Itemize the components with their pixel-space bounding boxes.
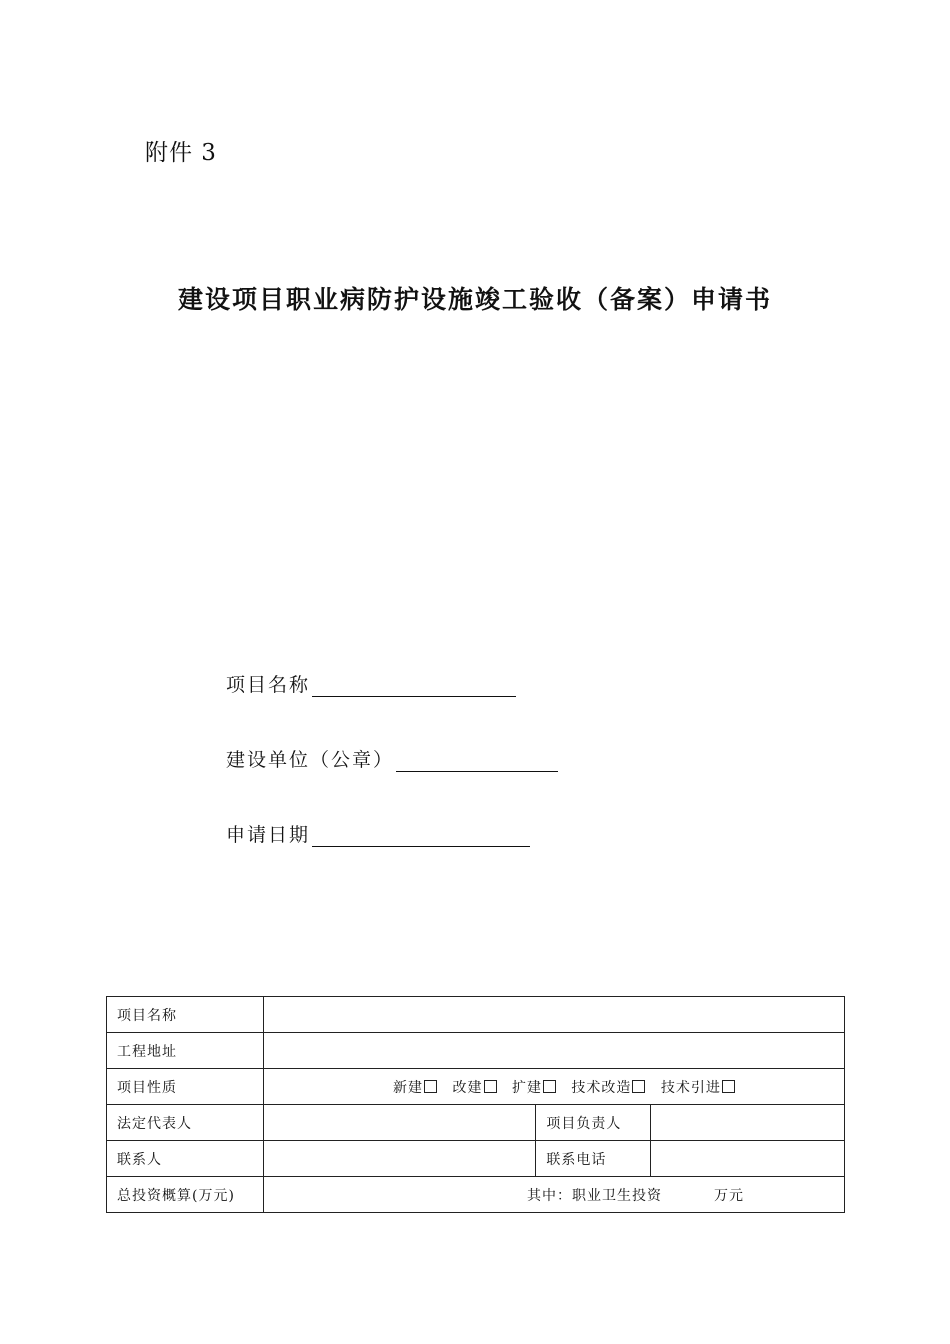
project-manager-label: 项目负责人 bbox=[536, 1105, 651, 1141]
project-nature-options bbox=[263, 1069, 844, 1105]
health-investment-unit: 万元 bbox=[714, 1187, 744, 1204]
checkbox[interactable] bbox=[632, 1080, 645, 1093]
table-row bbox=[107, 997, 845, 1033]
checkbox[interactable] bbox=[484, 1080, 497, 1093]
project-name-label: 项目名称 bbox=[226, 674, 311, 696]
table-row bbox=[107, 1105, 845, 1141]
project-address-label: 工程地址 bbox=[107, 1033, 264, 1069]
contact-value[interactable] bbox=[263, 1141, 535, 1177]
project-name-cell-value[interactable] bbox=[263, 997, 844, 1033]
project-nature-label: 项目性质 bbox=[107, 1069, 264, 1105]
legal-rep-value[interactable] bbox=[263, 1105, 535, 1141]
table-row bbox=[107, 1177, 845, 1213]
contact-phone-value[interactable] bbox=[651, 1141, 845, 1177]
option-tech-upgrade[interactable]: 技术改造 bbox=[571, 1080, 645, 1096]
checkbox[interactable] bbox=[722, 1080, 735, 1093]
cover-field-apply-date bbox=[226, 820, 530, 847]
project-manager-value[interactable] bbox=[651, 1105, 845, 1141]
project-address-value[interactable] bbox=[263, 1033, 844, 1069]
cover-field-builder-unit bbox=[226, 745, 558, 772]
checkbox[interactable] bbox=[543, 1080, 556, 1093]
option-new[interactable]: 新建 bbox=[393, 1080, 437, 1096]
apply-date-blank[interactable] bbox=[312, 826, 530, 847]
option-expand[interactable]: 扩建 bbox=[512, 1080, 556, 1096]
legal-rep-label: 法定代表人 bbox=[107, 1105, 264, 1141]
project-info-table bbox=[106, 996, 845, 1213]
contact-label: 联系人 bbox=[107, 1141, 264, 1177]
document-title: 建设项目职业病防护设施竣工验收（备案）申请书 bbox=[177, 285, 772, 314]
checkbox[interactable] bbox=[424, 1080, 437, 1093]
apply-date-label: 申请日期 bbox=[226, 824, 311, 846]
table-row bbox=[107, 1141, 845, 1177]
project-name-blank[interactable] bbox=[312, 676, 516, 697]
table-row bbox=[107, 1069, 845, 1105]
total-investment-label: 总投资概算(万元) bbox=[107, 1177, 264, 1213]
attachment-label: 附件 3 bbox=[145, 140, 217, 166]
option-rebuild[interactable]: 改建 bbox=[453, 1080, 497, 1096]
health-investment-cell[interactable] bbox=[263, 1177, 844, 1213]
cover-field-project-name bbox=[226, 670, 516, 697]
project-name-cell-label: 项目名称 bbox=[107, 997, 264, 1033]
builder-unit-label: 建设单位（公章） bbox=[226, 749, 395, 771]
option-tech-import[interactable]: 技术引进 bbox=[661, 1080, 735, 1096]
builder-unit-blank[interactable] bbox=[396, 751, 558, 772]
table-row bbox=[107, 1033, 845, 1069]
health-investment-prefix: 其中：职业卫生投资 bbox=[527, 1187, 662, 1204]
contact-phone-label: 联系电话 bbox=[536, 1141, 651, 1177]
